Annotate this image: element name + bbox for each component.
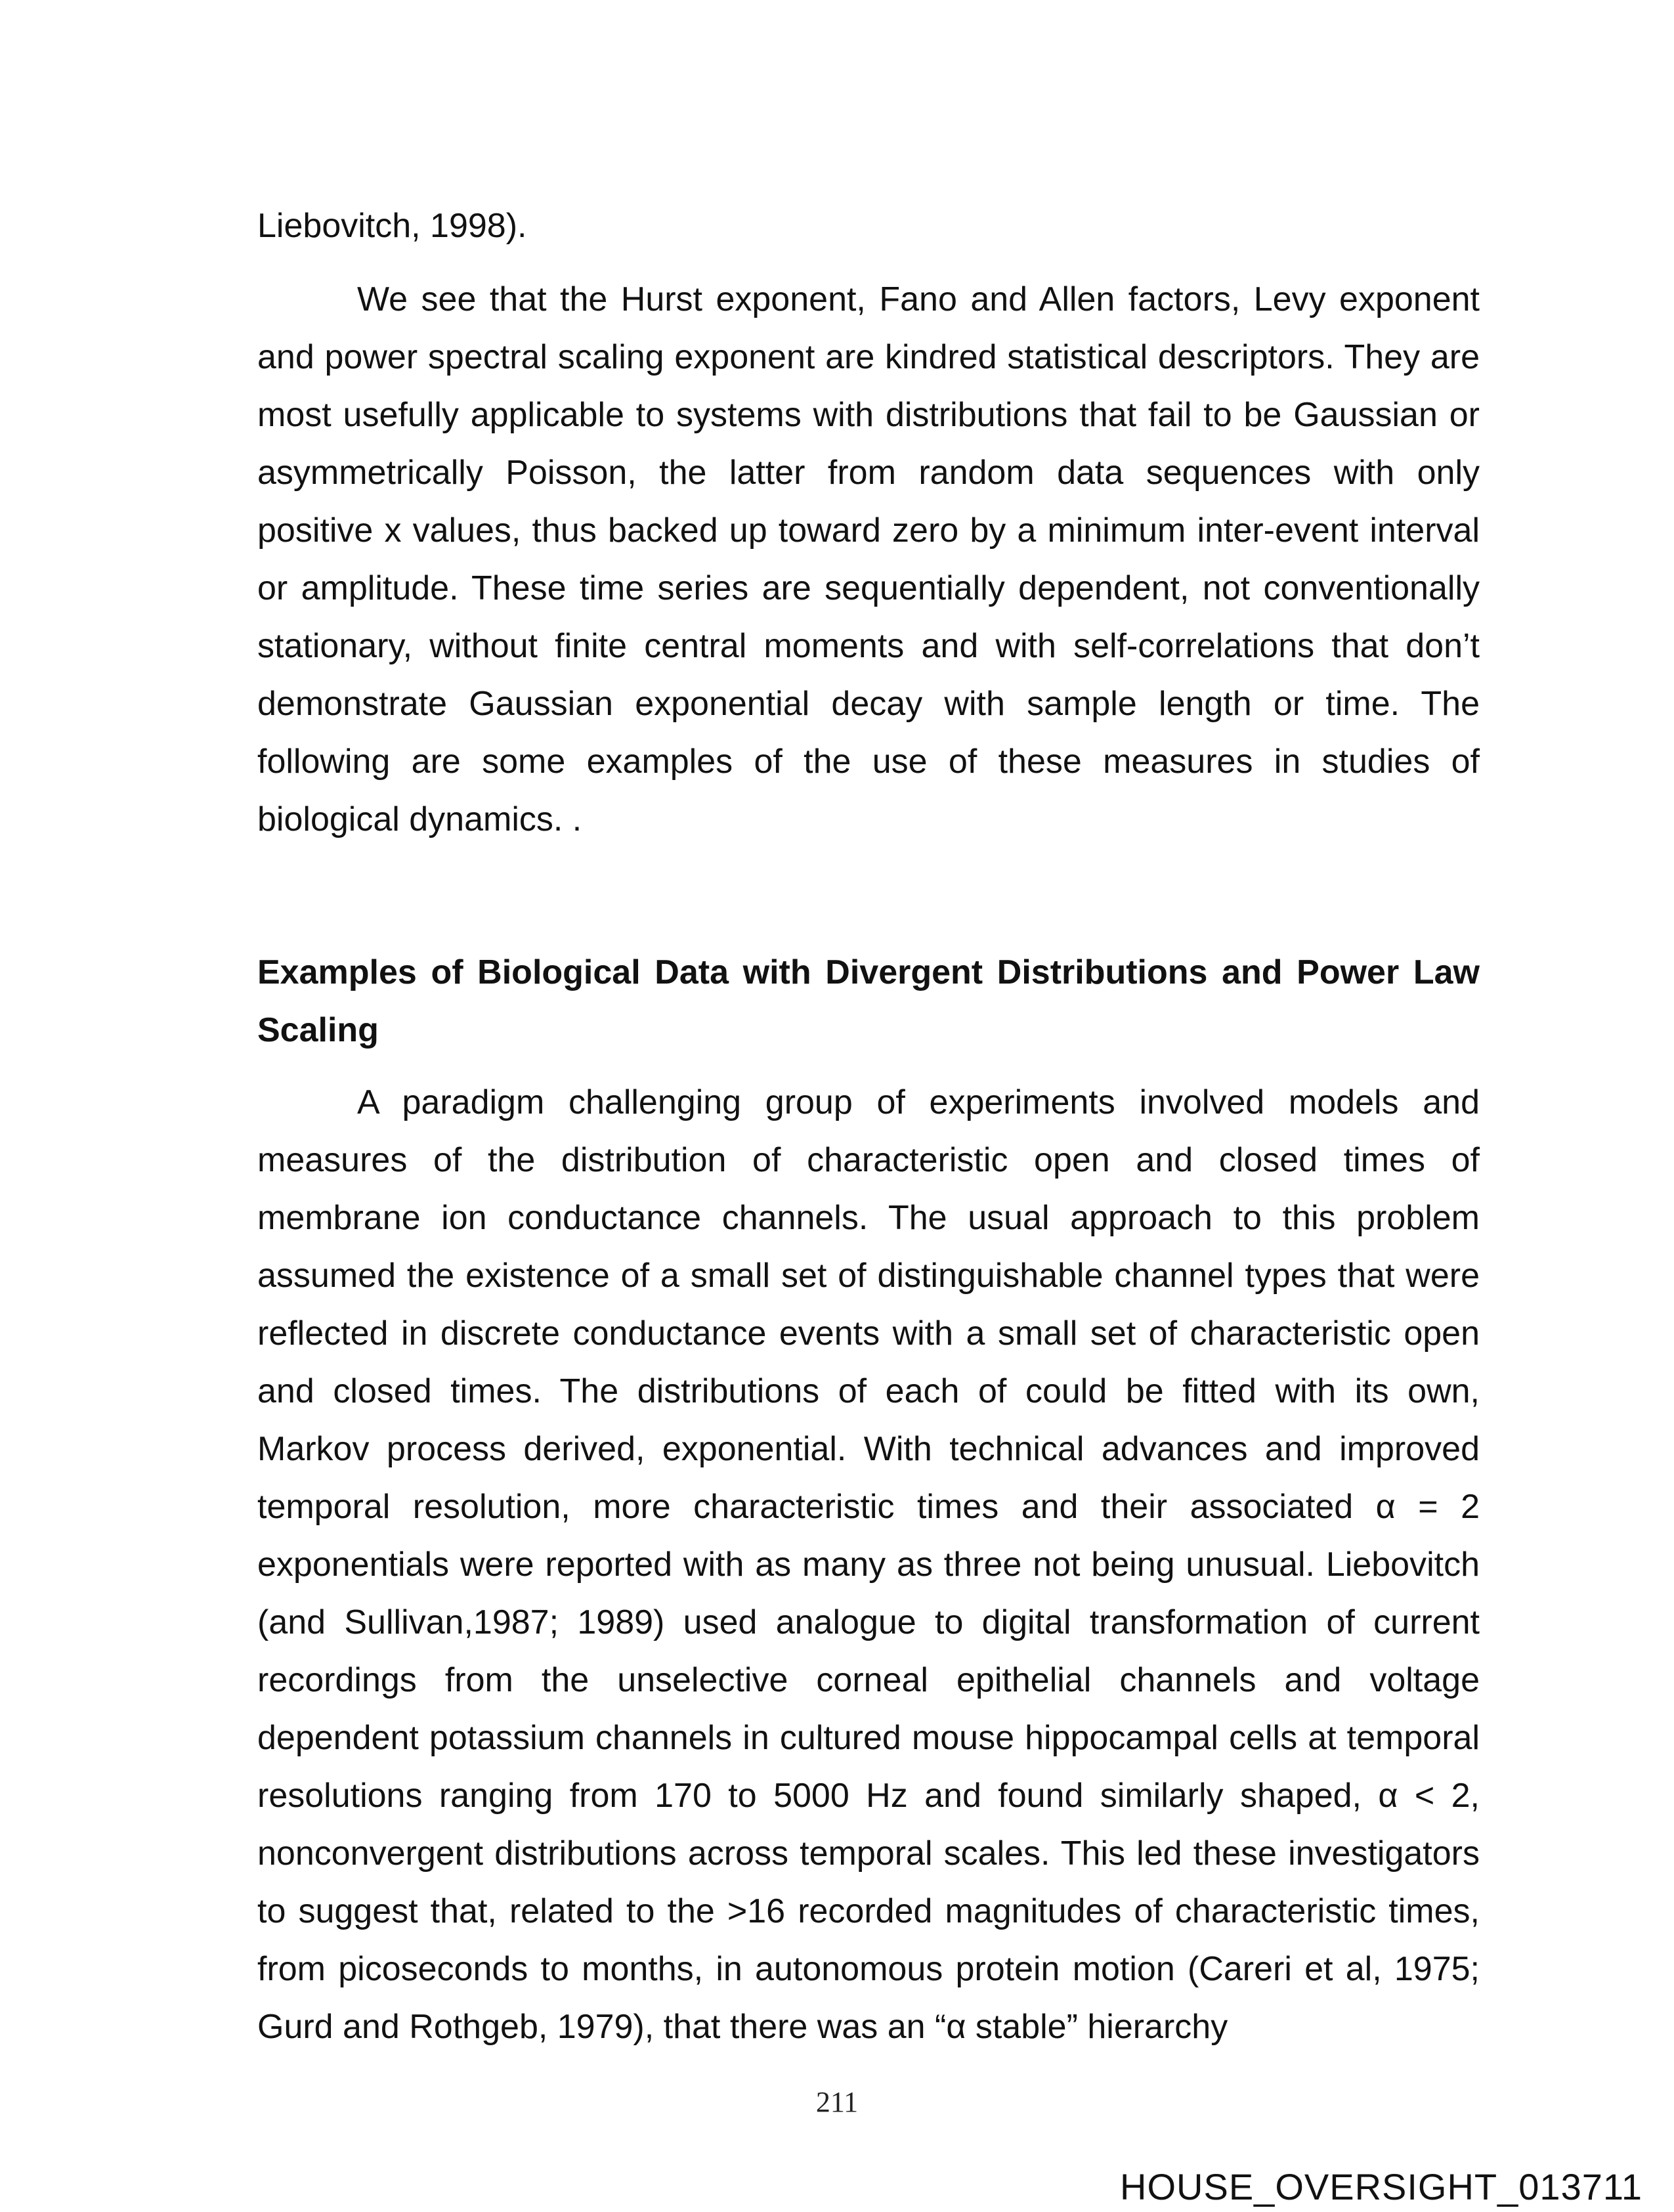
page-number: 211	[815, 2086, 859, 2118]
citation-fragment: Liebovitch, 1998).	[257, 207, 527, 245]
page-content	[257, 197, 1480, 2056]
paragraph-biological-examples: A paradigm challenging group of experiments involved models and measures of the distribution of characteristic open and closed times of membrane ion conductance channels. The usual approach to this problem assumed the existence of a small set of distinguishable channel types that were reflected in discrete conductance events with a small set of characteristic open and closed times. The distributions of each of could be fitted with its own, Markov process derived, exponential. With technical advances and improved temporal resolution, more characteristic times and their associated α = 2 exponentials were reported with as many as three not being unusual. Liebovitch (and Sullivan,1987; 1989) used analogue to digital transformation of current recordings from the unselective corneal epithelial channels and voltage dependent potassium channels in cultured mouse hippocampal cells at temporal resolutions ranging from 170 to 5000 Hz and found similarly shaped, α < 2, nonconvergent distributions across temporal scales. This led these investigators to suggest that, related to the >16 recorded magnitudes of characteristic times, from picoseconds to months, in autonomous protein motion (Careri et al, 1975; Gurd and Rothgeb, 1979), that there was an “α stable” hierarchy	[257, 1083, 1480, 2046]
section-heading: Examples of Biological Data with Divergent Distributions and Power Law Scaling	[257, 953, 1480, 1049]
paragraph-statistical-descriptors: We see that the Hurst exponent, Fano and Allen factors, Levy exponent and power spectral scaling exponent are kindred statistical descriptors. They are most usefully applicable to systems with distributions that fail to be Gaussian or asymmetrically Poisson, the latter from random data sequences with only positive x values, thus backed up toward zero by a minimum inter-event interval or amplitude. These time series are sequentially dependent, not conventionally stationary, without finite central moments and with self-correlations that don’t demonstrate Gaussian exponential decay with sample length or time. The following are some examples of the use of these measures in studies of biological dynamics. .	[257, 280, 1480, 838]
bates-stamp: HOUSE_OVERSIGHT_013711	[1120, 2166, 1642, 2207]
